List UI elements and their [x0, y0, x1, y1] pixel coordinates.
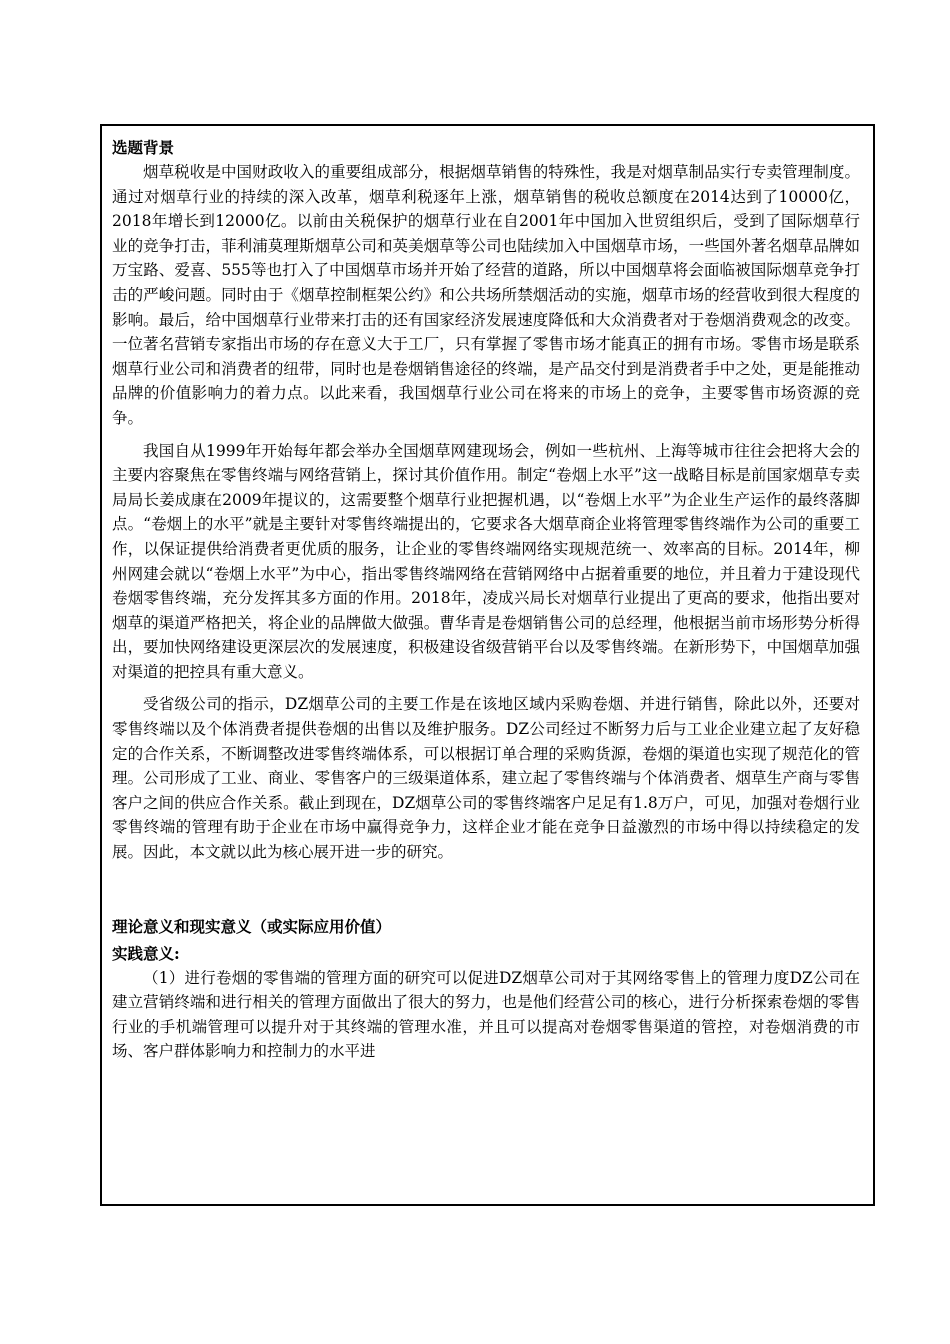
paragraph: 烟草税收是中国财政收入的重要组成部分，根据烟草销售的特殊性，我是对烟草制品实行专卖管理制度。通过对烟草行业的持续的深入改革，烟草利税逐年上涨，烟草销售的税收总额度在2014达到了10000亿，2018年增长到12000亿。以前由关税保护的烟草行业在自2001年中国加入世贸组织后，受到了国际烟草行业的竞争打击，菲利浦莫理斯烟草公司和英美烟草等公司也陆续加入中国烟草市场，一些国外著名烟草品牌如万宝路、爱喜、555等也打入了中国烟草市场并开始了经营的道路，所以中国烟草将会面临被国际烟草竞争打击的严峻问题。同时由于《烟草控制框架公约》和公共场所禁烟活动的实施，烟草市场的经营收到很大程度的影响。最后，给中国烟草行业带来打击的还有国家经济发展速度降低和大众消费者对于卷烟消费观念的改变。一位著名营销专家指出市场的存在意义大于工厂，只有掌握了零售市场才能真正的拥有市场。零售市场是联系烟草行业公司和消费者的纽带，同时也是卷烟销售途径的终端，是产品交付到是消费者手中之处，更是能推动品牌的价值影响力的着力点。以此来看，我国烟草行业公司在将来的市场上的竞争，主要零售市场资源的竞争。 [112, 163, 860, 427]
document-frame [100, 124, 875, 1206]
section-heading-significance: 理论意义和现实意义（或实际应用价值） [112, 916, 392, 936]
section-gap [112, 865, 860, 911]
paragraph: 受省级公司的指示，DZ烟草公司的主要工作是在该地区域内采购卷烟、并进行销售，除此以外，还要对零售终端以及个体消费者提供卷烟的出售以及维护服务。DZ公司经过不断努力后与工业企业建立起了友好稳定的合作关系，不断调整改进零售终端体系，可以根据订单合理的采购货源，卷烟的渠道也实现了规范化的管理。公司形成了工业、商业、零售客户的三级渠道体系，建立起了零售终端与个体消费者、烟草生产商与零售客户之间的供应合作关系。截止到现在，DZ烟草公司的零售终端客户足足有1.8万户，可见，加强对卷烟行业零售终端的管理有助于企业在市场中赢得竞争力，这样企业才能在竞争日益激烈的市场中得以持续稳定的发展。因此，本文就以此为核心展开进一步的研究。 [112, 695, 860, 862]
paragraph-gap [112, 684, 860, 692]
paragraph: 我国自从1999年开始每年都会举办全国烟草网建现场会，例如一些杭州、上海等城市往往会把将大会的主要内容聚焦在零售终端与网络营销上，探讨其价值作用。制定“卷烟上水平”这一战略目标是前国家烟草专卖局局长姜成康在2009年提议的，这需要整个烟草行业把握机遇，以“卷烟上水平”为企业生产运作的最终落脚点。“卷烟上的水平”就是主要针对零售终端提出的，它要求各大烟草商企业将管理零售终端作为公司的重要工作，以保证提供给消费者更优质的服务，让企业的零售终端网络实现规范统一、效率高的目标。2014年，柳州网建会就以“卷烟上水平”为中心，指出零售终端网络在营销网络中占据着重要的地位，并且着力于建设现代卷烟零售终端，充分发挥其多方面的作用。2018年，凌成兴局长对烟草行业提出了更高的要求，他指出要对烟草的渠道严格把关，将企业的品牌做大做强。曹华青是卷烟销售公司的总经理，他根据当前市场形势分析得出，要加快网络建设更深层次的发展速度，积极建设省级营销平台以及零售终端。在新形势下，中国烟草加强对渠道的把控具有重大意义。 [112, 441, 860, 681]
section-heading-background: 选题背景 [112, 138, 175, 157]
paragraph-gap [112, 431, 860, 439]
subheading-practical-significance: 实践意义: [112, 943, 180, 963]
paragraph: （1）进行卷烟的零售端的管理方面的研究可以促进DZ烟草公司对于其网络零售上的管理力度DZ公司在建立营销终端和进行相关的管理方面做出了很大的努力，也是他们经营公司的核心，进行分析探索卷烟的零售行业的手机端管理可以提升对于其终端的管理水准，并且可以提高对卷烟零售渠道的管控，对卷烟消费的市场、客户群体影响力和控制力的水平进 [112, 968, 860, 1061]
